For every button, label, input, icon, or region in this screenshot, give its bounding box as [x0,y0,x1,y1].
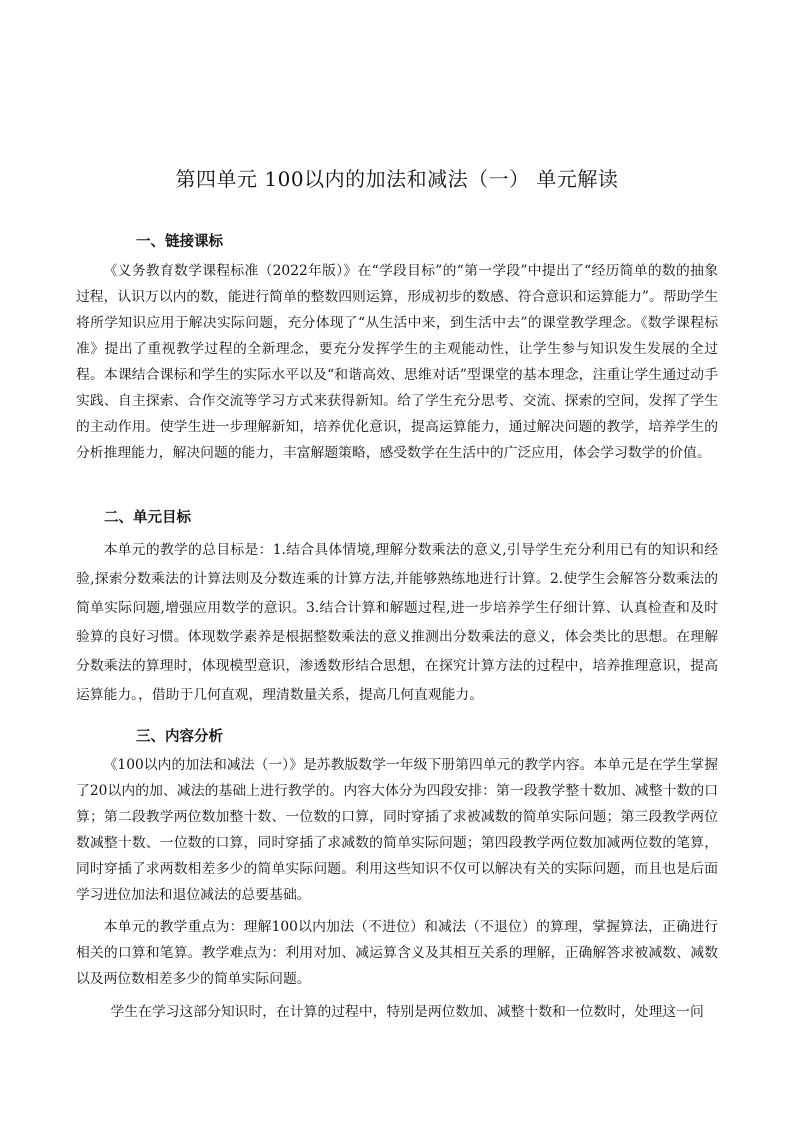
paragraph-curriculum: 《义务教育数学课程标准（2022年版）》在“学段目标”的“第一学段”中提出了“经历简单的数的抽象过程，认识万以内的数，能进行简单的整数四则运算，形成初步的数感、符合意识和运算能力”。帮助学生将所学知识应用于解决实际问题，充分体现了“从生活中来，到生活中去”的课堂教学理念。《数学课程标准》提出了重视教学过程的全新理念，要充分发挥学生的主观能动性，让学生参与知识发生发展的全过程。本课结合课标和学生的实际水平以及“和谐高效、思维对话”型课堂的基本理念，注重让学生通过动手实践、自主探索、合作交流等学习方式来获得新知。给了学生充分思考、交流、探索的空间，发挥了学生的主动作用。使学生进一步理解新知，培养优化意识，提高运算能力，通过解决问题的教学，培养学生的分析推理能力，解决问题的能力，丰富解题策略，感受数学在生活中的广泛应用，体会学习数学的价值。 [76,263,718,461]
paragraph-goals: 本单元的教学的总目标是：1.结合具体情境,理解分数乘法的意义,引导学生充分利用已有的知识和经验,探索分数乘法的计算法则及分数连乘的计算方法,并能够熟练地进行计算。2.使学生会解答分数乘法的简单实际问题,增强应用数学的意识。3.结合计算和解题过程,进一步培养学生仔细计算、认真检查和及时验算的良好习惯。体现数学素养是根据整数乘法的意义推测出分数乘法的意义，体会类比的思想。在理解分数乘法的算理时，体现模型意识，渗透数形结合思想，在探究计算方法的过程中，培养推理意识，提高运算能力。，借助于几何直观，理清数量关系，提高几何直观能力。 [76,542,718,703]
section-heading-curriculum: 一、链接课标 [136,233,223,250]
paragraph-content-1: 《100以内的加法和减法（一）》是苏教版数学一年级下册第四单元的教学内容。本单元是在学生掌握了20以内的加、减法的基础上进行教学的。内容大体分为四段安排：第一段教学整十数加、减整十数的口算；第二段教学两位数加整十数、一位数的口算，同时穿插了求被减数的简单实际问题；第三段教学两位数减整十数、一位数的口算，同时穿插了求减数的简单实际问题；第四段教学两位数加减两位数的笔算，同时穿插了求两数相差多少的简单实际问题。利用这些知识不仅可以解决有关的实际问题，而且也是后面学习进位加法和退位减法的总要基础。 [76,757,718,903]
section-heading-content: 三、内容分析 [136,728,223,745]
section-heading-goals: 二、单元目标 [104,509,191,526]
page-title: 第四单元 100以内的加法和减法（一） 单元解读 [175,167,619,191]
paragraph-content-2: 本单元的教学重点为：理解100以内加法（不进位）和减法（不退位）的算理，掌握算法，正确进行相关的口算和笔算。教学难点为：利用对加、减运算含义及其相互关系的理解，正确解答求被减数、减数以及两位数相差多少的简单实际问题。 [76,919,718,987]
paragraph-content-3: 学生在学习这部分知识时，在计算的过程中，特别是两位数加、减整十数和一位数时，处理这一问 [110,1004,704,1020]
